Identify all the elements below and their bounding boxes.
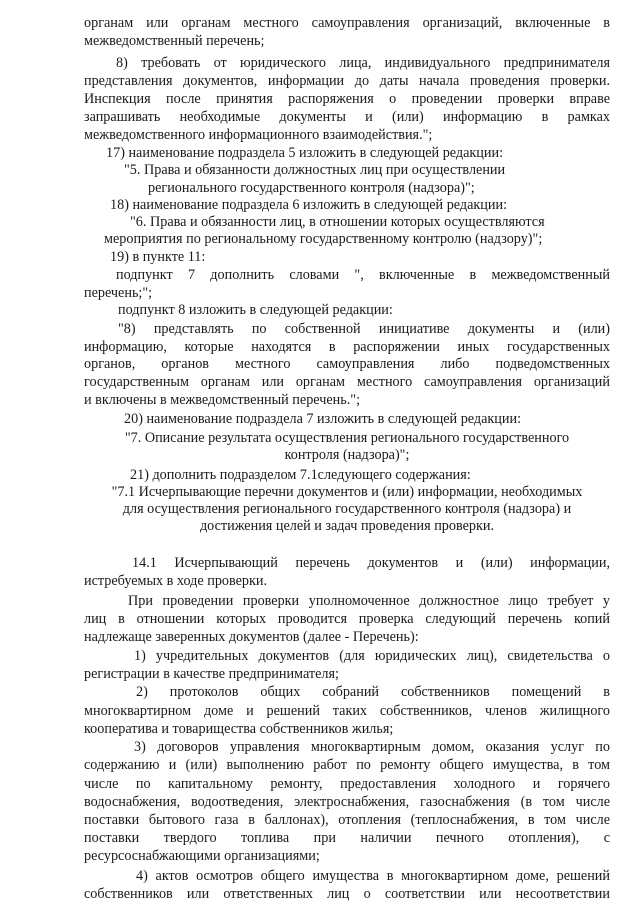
text-line: 17) наименование подраздела 5 изложить в следующей редакции: — [106, 144, 504, 161]
text-line: содержанию и (или) выполнению работ по ремонту общего имущества, в том — [84, 757, 610, 774]
text-line: истребуемых в ходе проверки. — [84, 573, 268, 590]
text-line: 1) учредительных документов (для юридических лиц), свидетельства о — [134, 647, 610, 664]
text-line: 19) в пункте 11: — [110, 248, 206, 265]
text-line: регистрации в качестве предпринимателя; — [84, 666, 339, 683]
text-line: 8) требовать от юридического лица, индивидуального предпринимателя — [116, 54, 610, 71]
text-line: подпункт 7 дополнить словами ", включенные в межведомственный — [116, 266, 610, 283]
text-line: достижения целей и задач проведения проверки. — [199, 518, 495, 535]
text-line: При проведении проверки уполномоченное должностное лицо требует у — [128, 593, 610, 610]
text-line: 20) наименование подраздела 7 изложить в следующей редакции: — [124, 410, 522, 427]
text-line: подпункт 8 изложить в следующей редакции: — [118, 302, 393, 319]
text-line: органам или органам местного самоуправления организаций, включенные в — [84, 15, 610, 32]
text-line: 2) протоколов общих собраний собственников помещений в — [136, 684, 610, 701]
text-line: государственным органам или органам местного самоуправления организаций — [84, 374, 610, 391]
text-line: межведомственного информационного взаимодействия."; — [84, 126, 433, 143]
text-line: 18) наименование подраздела 6 изложить в следующей редакции: — [110, 196, 508, 213]
text-line: надлежаще заверенных документов (далее - Перечень): — [84, 628, 419, 645]
text-line: "7.1 Исчерпывающие перечни документов и (или) информации, необходимых — [111, 483, 583, 500]
text-line: 3) договоров управления многоквартирным домом, оказания услуг по — [134, 739, 610, 756]
text-line: межведомственный перечень; — [84, 32, 265, 49]
text-line: собственников или ответственных лиц о соответствии или несоответствии — [84, 886, 610, 902]
text-line: поставки бытового газа в баллонах), отопления (теплоснабжения, в том числе — [84, 812, 610, 829]
text-line: информацию, которые находятся в распоряжении иных государственных — [84, 338, 610, 355]
text-line: контроля (надзора)"; — [284, 447, 410, 464]
text-line: "6. Права и обязанности лиц, в отношении которых осуществляются — [130, 214, 545, 231]
text-line: кооператива и товарищества собственников жилья; — [84, 720, 394, 737]
text-line: представления документов, информации до даты начала проведения проверки. — [84, 72, 610, 89]
text-line: многоквартирном доме и решений таких собственников, членов жилищного — [84, 702, 610, 719]
text-line: "8) представлять по собственной инициативе документы и (или) — [118, 320, 610, 337]
text-line: и включены в межведомственный перечень."; — [84, 391, 361, 408]
text-line: 14.1 Исчерпывающий перечень документов и (или) информации, — [132, 554, 610, 571]
text-line: перечень;"; — [84, 285, 153, 302]
text-line: для осуществления регионального государственного контроля (надзора) и — [122, 501, 572, 518]
text-line: 4) актов осмотров общего имущества в многоквартирном доме, решений — [136, 867, 610, 884]
text-line: лиц в отношении которых проводится проверка следующий перечень копий — [84, 611, 610, 628]
text-line: "5. Права и обязанности должностных лиц при осуществлении — [124, 162, 506, 179]
text-line: запрашивать необходимые документы и (или) информацию в рамках — [84, 109, 610, 126]
text-line: 21) дополнить подразделом 7.1следующего содержания: — [130, 466, 471, 483]
text-line: Инспекция после принятия распоряжения о проведении проверки вправе — [84, 91, 610, 108]
text-line: поставки твердого топлива при наличии печного отопления), с — [84, 830, 610, 847]
text-line: органов, органов местного самоуправления либо подведомственных — [84, 356, 610, 373]
text-line: "7. Описание результата осуществления регионального государственного — [124, 430, 570, 447]
text-line: числе по капитальному ремонту, предоставления холодного и горячего — [84, 775, 610, 792]
text-line: регионального государственного контроля (надзора)"; — [148, 179, 475, 196]
text-line: мероприятия по региональному государственному контролю (надзору)"; — [104, 231, 543, 248]
text-line: водоснабжения, водоотведения, электроснабжения, газоснабжения (в том числе — [84, 793, 610, 810]
text-line: ресурсоснабжающими организациями; — [84, 847, 320, 864]
